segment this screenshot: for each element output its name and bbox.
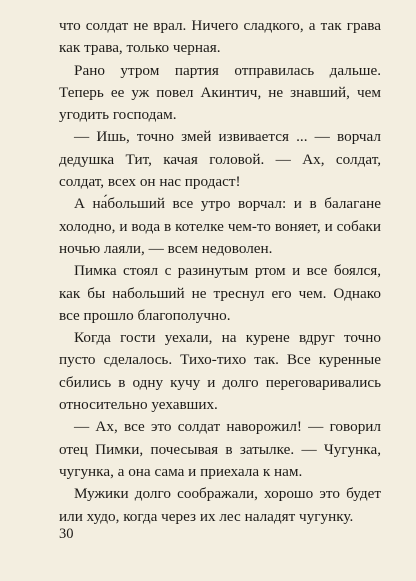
paragraph-father-speaks: — Ах, все это солдат наворожил! — говорил отец Пимки, почесывая в затылке. — Чугунка, чугунка, а она сама и приехала к нам. xyxy=(59,418,381,480)
paragraph-departure: Рано утром партия отправилась дальше. Теперь ее уж повел Акинтич, не знавший, чем угодить господам. xyxy=(59,61,381,124)
paragraph-muzhiki-ponder: Мужики долго соображали, хорошо это будет или худо, когда через их лес наладят чугунку. xyxy=(59,485,381,525)
paragraph-pimka-afraid: Пимка стоял с разинутым ртом и все боялся, как бы набольший не треснул его чем. Однако все прошло благополучно. xyxy=(59,262,381,324)
paragraph-tit-grumbles: — Ишь, точно змей извивается ... — ворчал дедушка Тит, качая головой. — Ах, солдат, солдат, всех он нас продаст! xyxy=(59,128,381,191)
page-body-text xyxy=(59,15,381,528)
paragraph-continuation: что солдат не врал. Ничего сладкого, а так грава как трава, только черная. xyxy=(59,17,381,57)
page-number: 30 xyxy=(59,526,74,542)
paragraph-nabolshiy-grumbles: А на́больший все утро ворчал: и в балагане холодно, и вода в котелке чем-то воняет, и собаки ночью лаяли, — всем недоволен. xyxy=(59,195,381,257)
paragraph-guests-left: Когда гости уехали, на курене вдруг точно пусто сделалось. Тихо-тихо так. Все куренные сбились в одну кучу и долго переговаривались относительно уехавших. xyxy=(59,329,381,414)
